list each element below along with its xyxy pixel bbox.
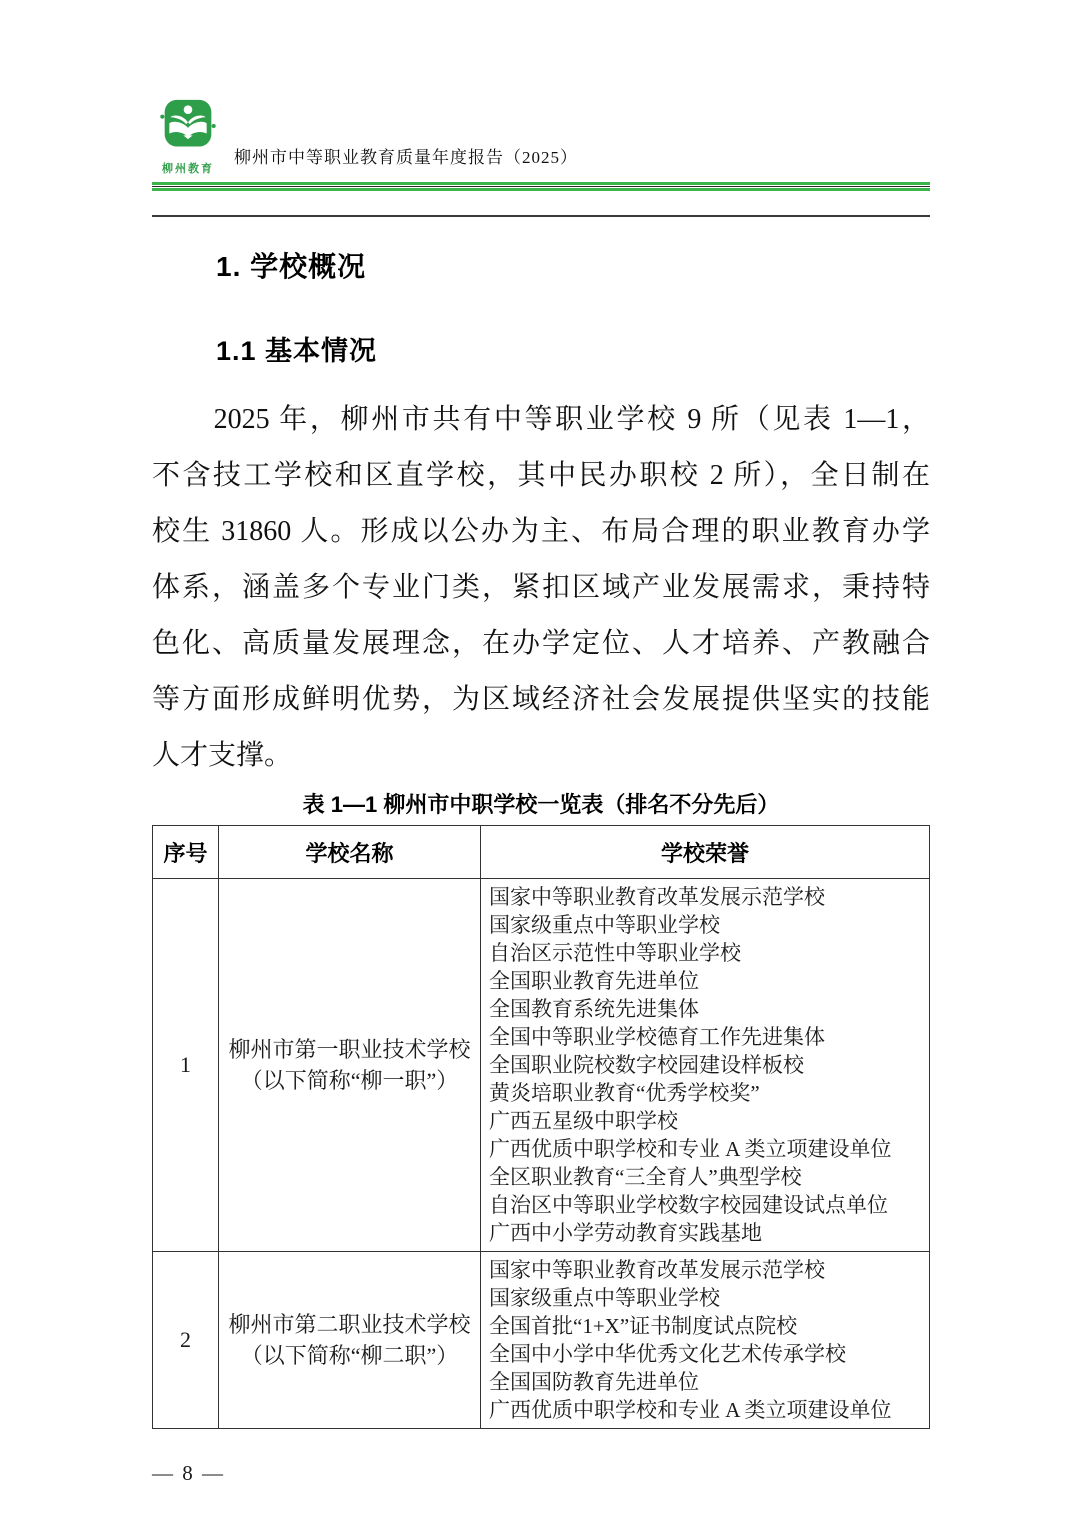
- school-name-line: 柳州市第一职业技术学校: [228, 1037, 471, 1062]
- paragraph-line: 体系，涵盖多个专业门类，紧扣区域产业发展需求，秉持特: [152, 572, 930, 603]
- paragraph-line: 不含技工学校和区直学校，其中民办职校 2 所），全日制在: [152, 460, 930, 491]
- honor-item: 广西优质中职学校和专业 A 类立项建设单位: [489, 1137, 892, 1161]
- school-name-line: （以下简称“柳一职”）: [240, 1068, 459, 1093]
- school-honors-cell: [481, 1252, 930, 1429]
- honor-item: 全国首批“1+X”证书制度试点院校: [489, 1314, 798, 1338]
- honor-item: 国家级重点中等职业学校: [489, 1286, 720, 1310]
- school-name-line: 柳州市第二职业技术学校: [228, 1312, 471, 1337]
- honor-item: 全国职业教育先进单位: [489, 969, 699, 993]
- table-row: [153, 879, 930, 1252]
- header-cell-number: 序号: [153, 826, 219, 879]
- row-number-cell: 2: [153, 1252, 219, 1429]
- paragraph-line: 校生 31860 人。形成以公办为主、布局合理的职业教育办学: [152, 516, 930, 547]
- honor-item: 国家中等职业教育改革发展示范学校: [489, 885, 825, 909]
- table-row: [153, 1252, 930, 1429]
- honor-item: 广西优质中职学校和专业 A 类立项建设单位: [489, 1398, 892, 1422]
- report-title: 柳州市中等职业教育质量年度报告（2025）: [234, 148, 578, 167]
- school-table: [152, 825, 930, 1429]
- page-header: [152, 98, 930, 176]
- logo-caption: 柳州教育: [162, 163, 214, 175]
- honor-item: 全国国防教育先进单位: [489, 1370, 699, 1394]
- row-number-cell: 1: [153, 879, 219, 1252]
- honor-item: 自治区中等职业学校数字校园建设试点单位: [489, 1193, 888, 1217]
- honor-item: 国家级重点中等职业学校: [489, 913, 720, 937]
- honor-item: 黄炎培职业教育“优秀学校奖”: [489, 1081, 760, 1105]
- subsection-heading: 1.1 基本情况: [216, 336, 378, 366]
- header-cell-school-name: 学校名称: [219, 826, 481, 879]
- header-divider-line: [152, 215, 930, 217]
- page-number: — 8 —: [152, 1461, 225, 1485]
- intro-paragraph: [152, 392, 930, 784]
- school-name-cell: [219, 879, 481, 1252]
- paragraph-line: 2025 年，柳州市共有中等职业学校 9 所（见表 1—1，: [213, 404, 930, 435]
- honor-item: 全区职业教育“三全育人”典型学校: [489, 1165, 802, 1189]
- school-name-cell: [219, 1252, 481, 1429]
- logo-icon: [160, 98, 216, 159]
- section-heading: 1. 学校概况: [216, 251, 367, 282]
- honor-item: 广西中小学劳动教育实践基地: [489, 1221, 762, 1245]
- honor-item: 广西五星级中职学校: [489, 1109, 678, 1133]
- school-honors-cell: [481, 879, 930, 1252]
- header-green-rule: [152, 182, 930, 191]
- header-cell-honors: 学校荣誉: [481, 826, 930, 879]
- honor-item: 自治区示范性中等职业学校: [489, 941, 741, 965]
- liuzhou-education-logo: [152, 98, 224, 176]
- paragraph-line: 色化、高质量发展理念，在办学定位、人才培养、产教融合: [152, 628, 930, 659]
- table-header-row: [153, 826, 930, 879]
- table-caption: 表 1—1 柳州市中职学校一览表（排名不分先后）: [302, 792, 780, 817]
- honor-item: 全国职业院校数字校园建设样板校: [489, 1053, 804, 1077]
- paragraph-line: 人才支撑。: [152, 740, 293, 771]
- honor-item: 全国中等职业学校德育工作先进集体: [489, 1025, 825, 1049]
- school-name-line: （以下简称“柳二职”）: [240, 1343, 459, 1368]
- honor-item: 全国中小学中华优秀文化艺术传承学校: [489, 1342, 846, 1366]
- honor-item: 全国教育系统先进集体: [489, 997, 699, 1021]
- paragraph-line: 等方面形成鲜明优势，为区域经济社会发展提供坚实的技能: [152, 684, 930, 715]
- honor-item: 国家中等职业教育改革发展示范学校: [489, 1258, 825, 1282]
- school-table-body: [153, 879, 930, 1429]
